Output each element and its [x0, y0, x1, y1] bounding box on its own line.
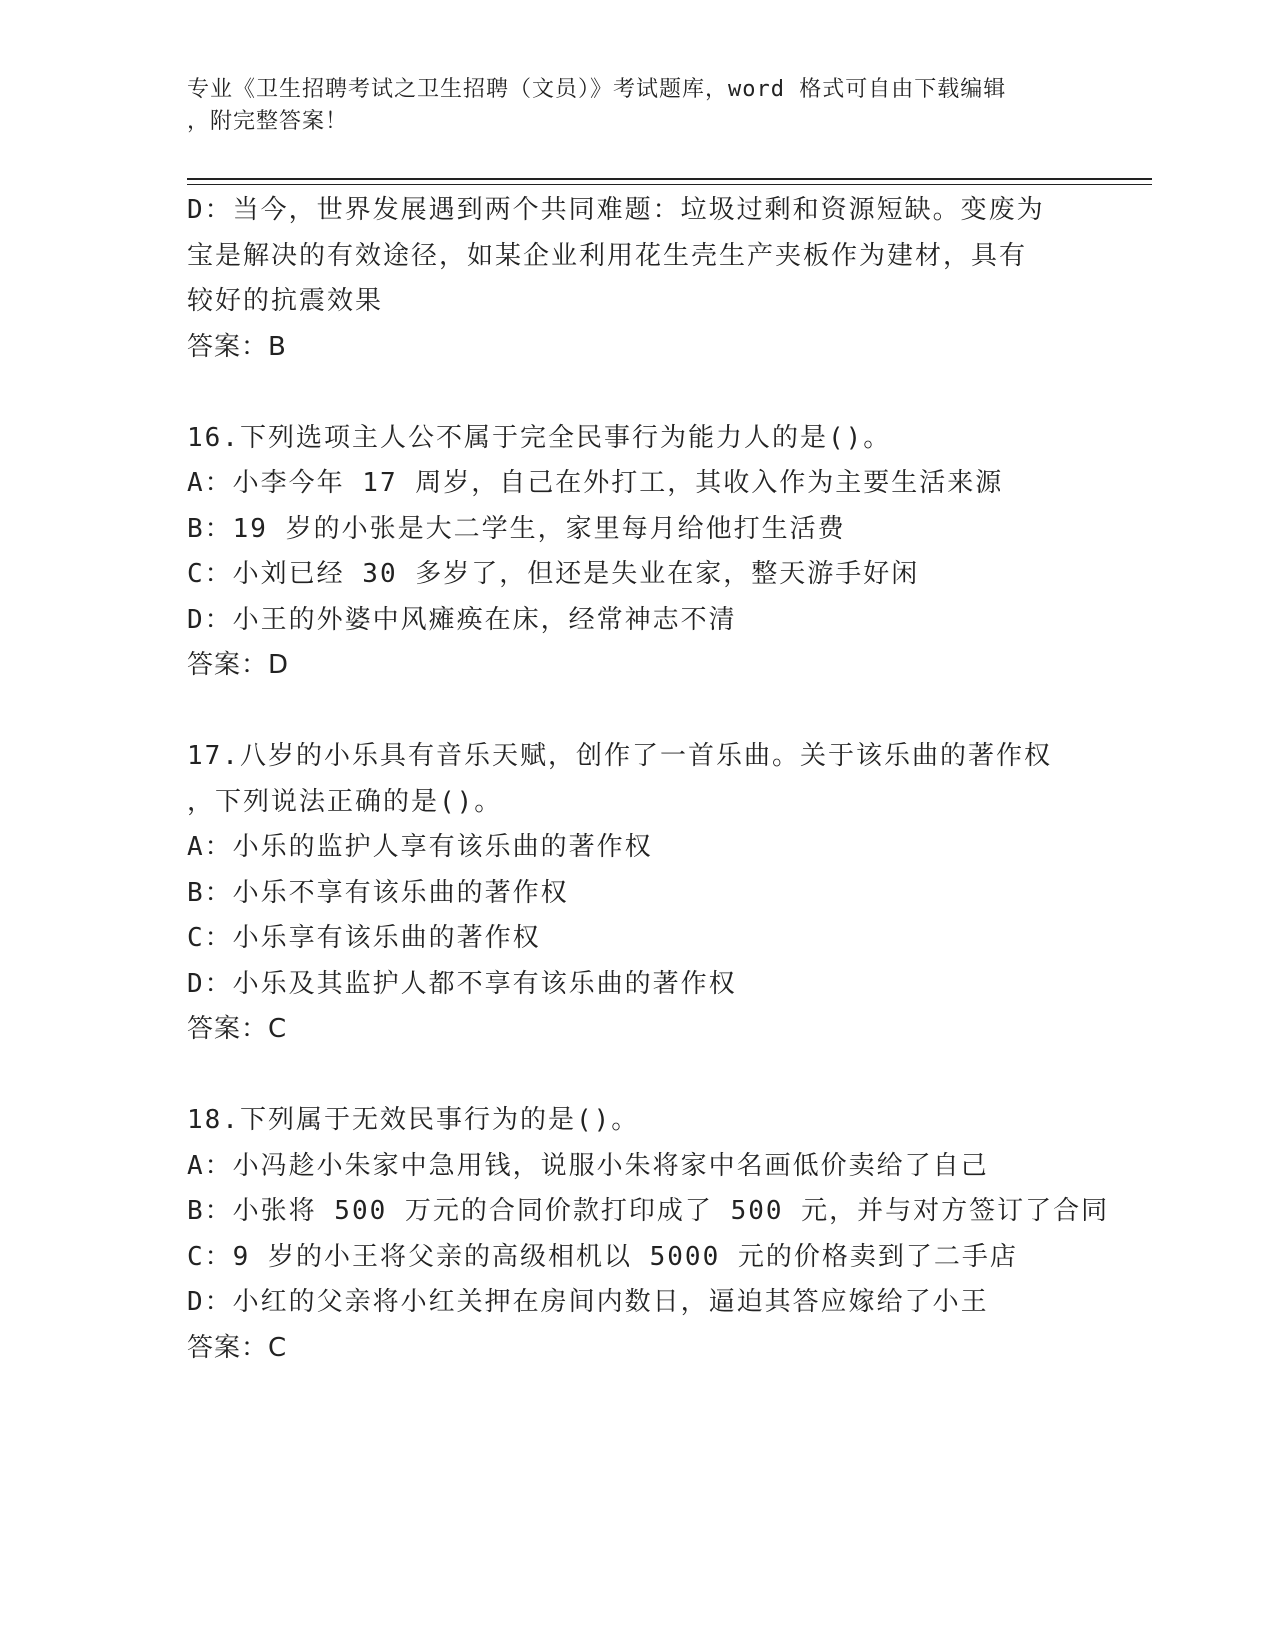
option-d-line: 宝是解决的有效途径，如某企业利用花生壳生产夹板作为建材，具有	[187, 240, 1028, 271]
question-content	[187, 188, 1110, 1371]
option-d: D：小红的父亲将小红关押在房间内数日，逼迫其答应嫁给了小王	[187, 1287, 989, 1317]
question-stem: 16.下列选项主人公不属于完全民事行为能力人的是()。	[187, 422, 892, 453]
option-c: C：小乐享有该乐曲的著作权	[187, 923, 541, 953]
header-divider-thick	[187, 178, 1152, 180]
question-18	[187, 1098, 1110, 1371]
document-header	[187, 74, 1067, 138]
option-b: B：小张将 500 万元的合同价款打印成了 500 元，并与对方签订了合同	[187, 1196, 1110, 1226]
option-c: C：9 岁的小王将父亲的高级相机以 5000 元的价格卖到了二手店	[187, 1241, 1018, 1272]
question-17	[187, 734, 1087, 1053]
option-b: B：小乐不享有该乐曲的著作权	[187, 877, 569, 908]
question-16	[187, 416, 1087, 689]
option-d: D：小乐及其监护人都不享有该乐曲的著作权	[187, 968, 737, 999]
question-stem: 17.八岁的小乐具有音乐天赋，创作了一首乐曲。关于该乐曲的著作权	[187, 741, 1052, 771]
answer-line: 答案：D	[187, 650, 290, 680]
question-stem: 18.下列属于无效民事行为的是()。	[187, 1105, 640, 1135]
header-line-1: 专业《卫生招聘考试之卫生招聘（文员）》考试题库，word 格式可自由下载编辑	[187, 77, 1007, 102]
option-d: D：小王的外婆中风瘫痪在床，经常神志不清	[187, 604, 737, 635]
header-line-2: ，附完整答案！	[187, 109, 349, 134]
question-stem-cont: ，下列说法正确的是()。	[187, 786, 503, 817]
prev-question-block	[187, 188, 1087, 370]
option-b: B：19 岁的小张是大二学生，家里每月给他打生活费	[187, 513, 846, 544]
option-a: A：小李今年 17 周岁，自己在外打工，其收入作为主要生活来源	[187, 468, 1004, 498]
answer-line: 答案：B	[187, 331, 287, 362]
header-divider-thin	[187, 184, 1152, 185]
option-a: A：小冯趁小朱家中急用钱，说服小朱将家中名画低价卖给了自己	[187, 1150, 989, 1181]
answer-line: 答案：C	[187, 1014, 288, 1044]
option-c: C：小刘已经 30 多岁了，但还是失业在家，整天游手好闲	[187, 559, 920, 589]
option-d-line: D：当今，世界发展遇到两个共同难题：垃圾过剩和资源短缺。变废为	[187, 195, 1045, 225]
answer-line: 答案：C	[187, 1332, 288, 1363]
option-d-line: 较好的抗震效果	[187, 286, 384, 316]
option-a: A：小乐的监护人享有该乐曲的著作权	[187, 832, 653, 862]
